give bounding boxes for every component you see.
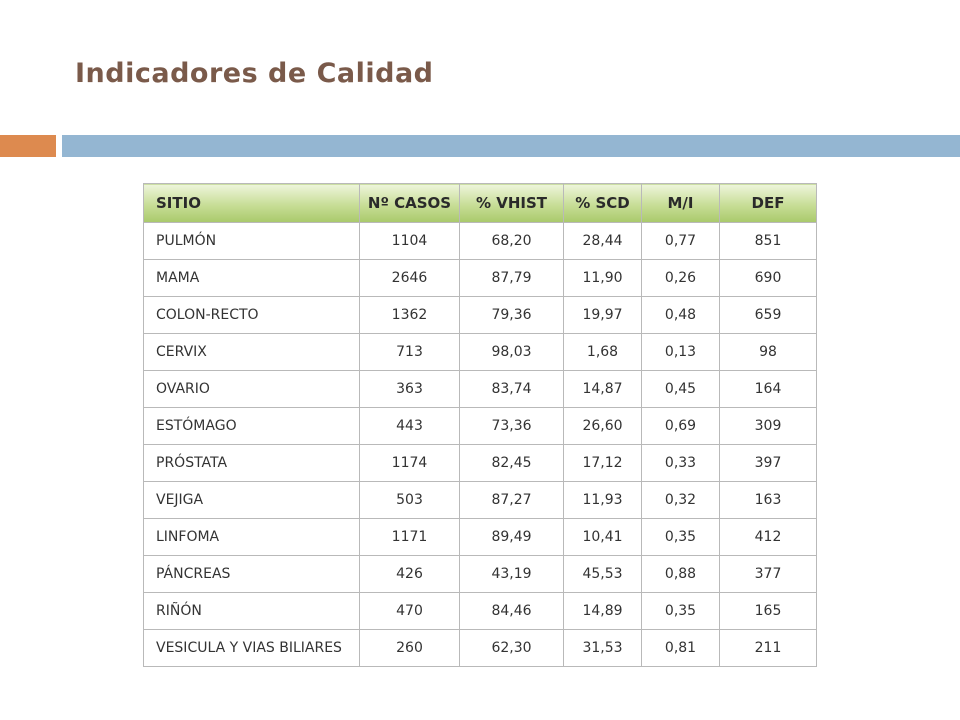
- cell-cases: 260: [360, 630, 460, 667]
- cell-cases: 713: [360, 334, 460, 371]
- header-vhist: % VHIST: [460, 184, 564, 223]
- table-row: [144, 630, 817, 667]
- cell-vhist: 89,49: [460, 519, 564, 556]
- cell-mi: 0,45: [642, 371, 720, 408]
- quality-indicators-table: [143, 183, 817, 667]
- cell-site: MAMA: [144, 260, 360, 297]
- cell-mi: 0,26: [642, 260, 720, 297]
- table-body: [144, 223, 817, 667]
- cell-scd: 10,41: [564, 519, 642, 556]
- accent-bar-orange: [0, 135, 56, 157]
- table-row: [144, 445, 817, 482]
- cell-site: PULMÓN: [144, 223, 360, 260]
- cell-cases: 443: [360, 408, 460, 445]
- cell-scd: 45,53: [564, 556, 642, 593]
- table-row: [144, 519, 817, 556]
- cell-site: PÁNCREAS: [144, 556, 360, 593]
- cell-scd: 26,60: [564, 408, 642, 445]
- cell-def: 412: [720, 519, 817, 556]
- cell-site: VEJIGA: [144, 482, 360, 519]
- cell-def: 690: [720, 260, 817, 297]
- cell-cases: 1174: [360, 445, 460, 482]
- cell-scd: 14,87: [564, 371, 642, 408]
- cell-site: ESTÓMAGO: [144, 408, 360, 445]
- cell-cases: 470: [360, 593, 460, 630]
- cell-cases: 1362: [360, 297, 460, 334]
- cell-cases: 1104: [360, 223, 460, 260]
- cell-def: 851: [720, 223, 817, 260]
- cell-vhist: 83,74: [460, 371, 564, 408]
- cell-mi: 0,81: [642, 630, 720, 667]
- cell-scd: 11,90: [564, 260, 642, 297]
- accent-bar-blue: [62, 135, 960, 157]
- cell-def: 164: [720, 371, 817, 408]
- cell-site: OVARIO: [144, 371, 360, 408]
- table-row: [144, 260, 817, 297]
- cell-cases: 503: [360, 482, 460, 519]
- cell-site: RIÑÓN: [144, 593, 360, 630]
- cell-def: 659: [720, 297, 817, 334]
- table-row: [144, 408, 817, 445]
- cell-vhist: 62,30: [460, 630, 564, 667]
- cell-def: 377: [720, 556, 817, 593]
- cell-mi: 0,48: [642, 297, 720, 334]
- header-scd: % SCD: [564, 184, 642, 223]
- table-row: [144, 371, 817, 408]
- cell-mi: 0,35: [642, 519, 720, 556]
- header-site: SITIO: [144, 184, 360, 223]
- table-row: [144, 223, 817, 260]
- header-mi: M/I: [642, 184, 720, 223]
- cell-def: 309: [720, 408, 817, 445]
- cell-mi: 0,69: [642, 408, 720, 445]
- cell-vhist: 98,03: [460, 334, 564, 371]
- table-header-row: [144, 184, 817, 223]
- cell-scd: 17,12: [564, 445, 642, 482]
- cell-cases: 363: [360, 371, 460, 408]
- cell-site: VESICULA Y VIAS BILIARES: [144, 630, 360, 667]
- header-def: DEF: [720, 184, 817, 223]
- table-row: [144, 556, 817, 593]
- slide-title: Indicadores de Calidad: [75, 58, 434, 89]
- table-row: [144, 482, 817, 519]
- cell-mi: 0,13: [642, 334, 720, 371]
- cell-scd: 28,44: [564, 223, 642, 260]
- cell-scd: 31,53: [564, 630, 642, 667]
- cell-site: CERVIX: [144, 334, 360, 371]
- cell-scd: 11,93: [564, 482, 642, 519]
- cell-scd: 1,68: [564, 334, 642, 371]
- cell-mi: 0,35: [642, 593, 720, 630]
- cell-vhist: 68,20: [460, 223, 564, 260]
- table-row: [144, 334, 817, 371]
- table-row: [144, 593, 817, 630]
- quality-table-container: [143, 183, 817, 667]
- cell-scd: 14,89: [564, 593, 642, 630]
- header-cases: Nº CASOS: [360, 184, 460, 223]
- table-row: [144, 297, 817, 334]
- cell-cases: 1171: [360, 519, 460, 556]
- cell-site: LINFOMA: [144, 519, 360, 556]
- cell-def: 397: [720, 445, 817, 482]
- cell-mi: 0,33: [642, 445, 720, 482]
- cell-vhist: 87,79: [460, 260, 564, 297]
- cell-site: PRÓSTATA: [144, 445, 360, 482]
- cell-vhist: 73,36: [460, 408, 564, 445]
- cell-def: 163: [720, 482, 817, 519]
- cell-vhist: 43,19: [460, 556, 564, 593]
- cell-vhist: 84,46: [460, 593, 564, 630]
- cell-vhist: 82,45: [460, 445, 564, 482]
- cell-def: 98: [720, 334, 817, 371]
- cell-vhist: 87,27: [460, 482, 564, 519]
- cell-def: 211: [720, 630, 817, 667]
- cell-site: COLON-RECTO: [144, 297, 360, 334]
- cell-cases: 2646: [360, 260, 460, 297]
- cell-mi: 0,88: [642, 556, 720, 593]
- cell-vhist: 79,36: [460, 297, 564, 334]
- cell-mi: 0,32: [642, 482, 720, 519]
- cell-def: 165: [720, 593, 817, 630]
- cell-scd: 19,97: [564, 297, 642, 334]
- cell-mi: 0,77: [642, 223, 720, 260]
- cell-cases: 426: [360, 556, 460, 593]
